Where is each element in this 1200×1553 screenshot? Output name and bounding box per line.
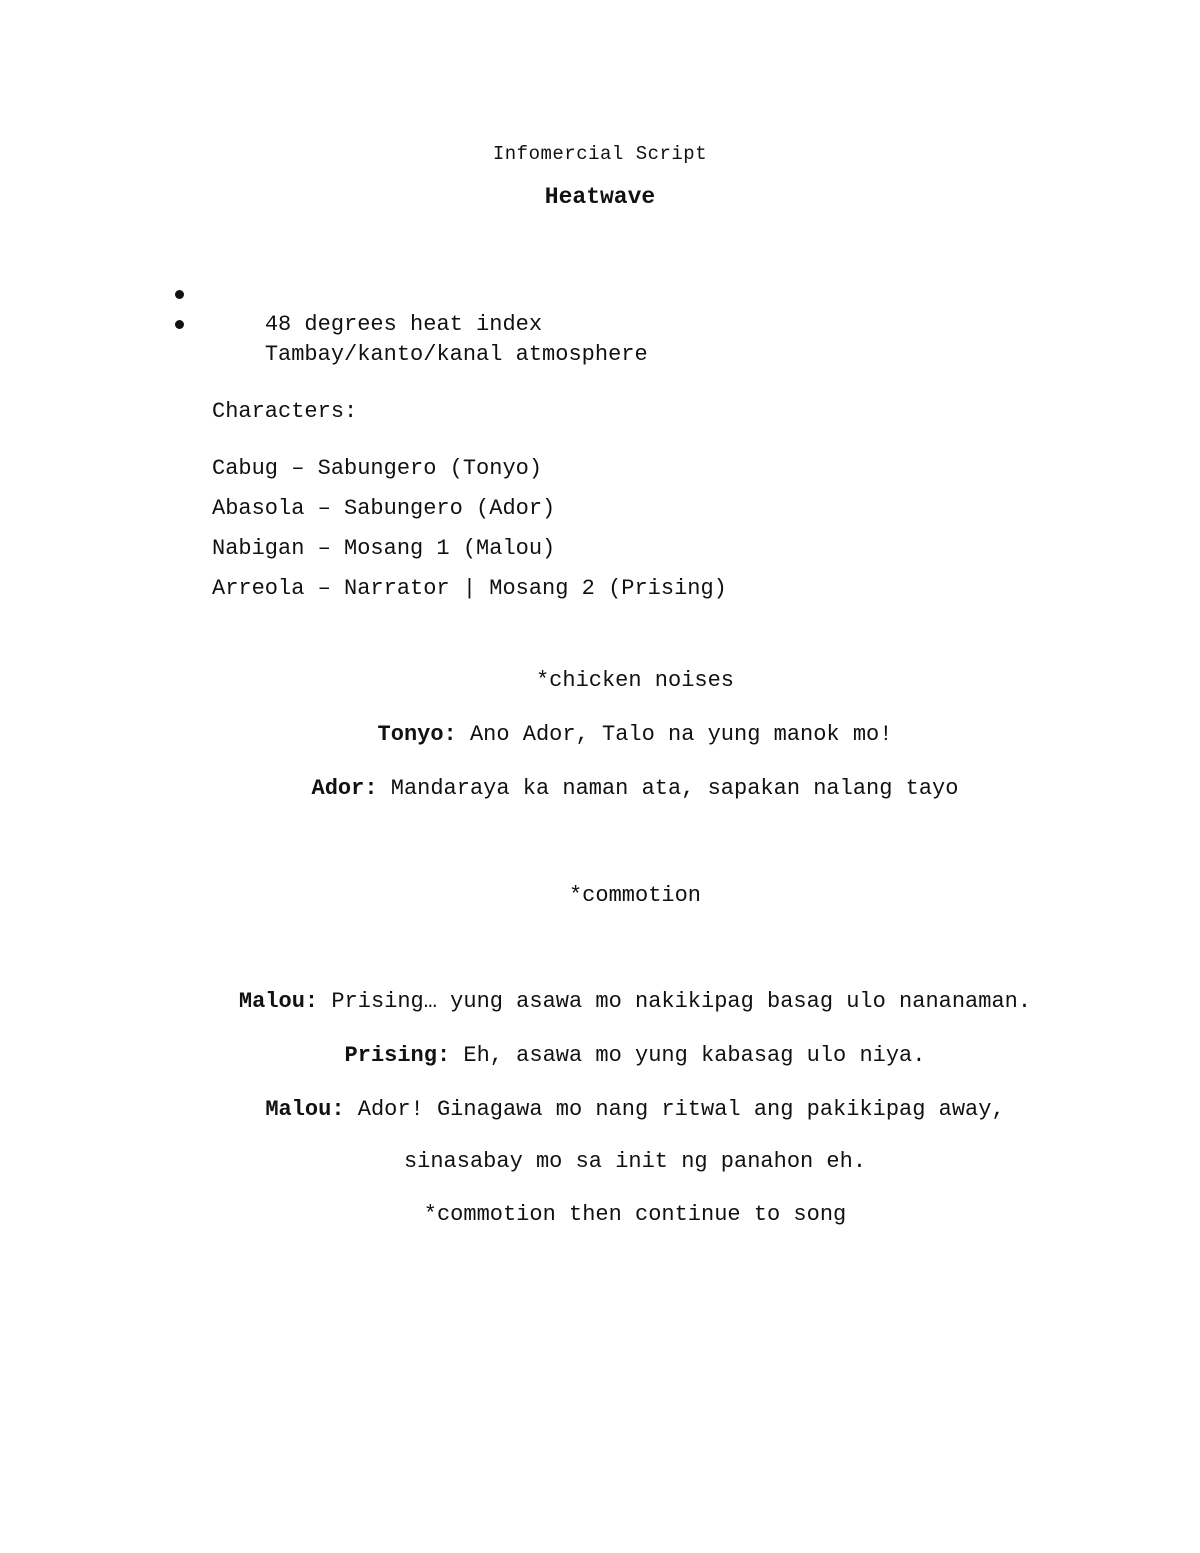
character-entry: Abasola – Sabungero (Ador) (212, 496, 556, 521)
setting-item (172, 310, 648, 367)
speaker-name: Ador: (311, 776, 378, 801)
character-entry: Arreola – Narrator | Mosang 2 (Prising) (212, 576, 727, 601)
document-type-label: Infomercial Script (492, 143, 708, 165)
stage-direction: *commotion then continue to song (423, 1202, 847, 1227)
speaker-name: Malou: (238, 989, 319, 1014)
dialogue-line (0, 776, 1200, 801)
document-title: Heatwave (544, 184, 656, 210)
dialogue-line (0, 1097, 1200, 1122)
characters-heading: Characters: (212, 399, 358, 424)
speaker-name: Malou: (265, 1097, 345, 1122)
dialogue-continuation: sinasabay mo sa init ng panahon eh. (403, 1149, 867, 1174)
dialogue-text: Mandaraya ka naman ata, sapakan nalang tayo (377, 776, 959, 801)
setting-list (172, 280, 648, 367)
dialogue-line (0, 722, 1200, 747)
speaker-name: Prising: (344, 1043, 451, 1068)
dialogue-text: Ano Ador, Talo na yung manok mo! (456, 722, 893, 747)
characters-list (212, 455, 727, 615)
bullet-icon (175, 290, 184, 299)
setting-item-text: Tambay/kanto/kanal atmosphere (264, 342, 648, 367)
dialogue-line (0, 1043, 1200, 1068)
bullet-icon (175, 320, 184, 329)
speaker-name: Tonyo: (377, 722, 457, 747)
dialogue-text: Ador! Ginagawa mo nang ritwal ang pakikipag away, (344, 1097, 1005, 1122)
setting-item-text: 48 degrees heat index (264, 312, 543, 337)
stage-direction: *chicken noises (535, 668, 735, 693)
stage-direction: *commotion (568, 883, 702, 908)
character-entry: Cabug – Sabungero (Tonyo) (212, 456, 543, 481)
dialogue-line (0, 989, 1200, 1014)
setting-item (172, 280, 648, 337)
dialogue-text: Prising… yung asawa mo nakikipag basag ulo nananaman. (318, 989, 1032, 1014)
character-entry: Nabigan – Mosang 1 (Malou) (212, 536, 556, 561)
dialogue-text: Eh, asawa mo yung kabasag ulo niya. (450, 1043, 926, 1068)
